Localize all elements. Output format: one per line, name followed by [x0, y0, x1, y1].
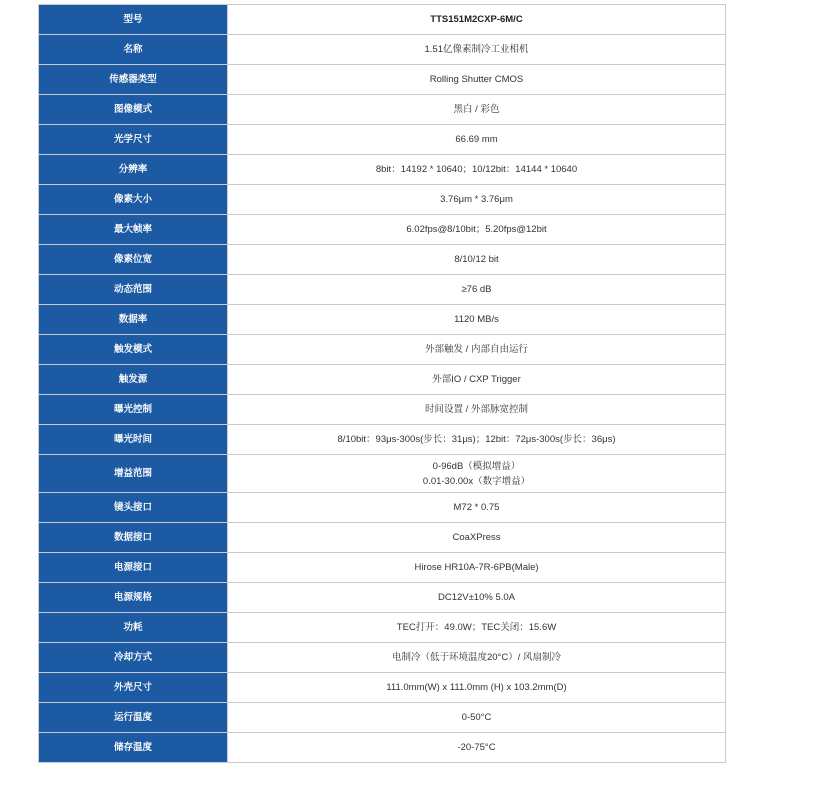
spec-value: ≥76 dB [228, 275, 726, 305]
spec-value: 外部IO / CXP Trigger [228, 365, 726, 395]
spec-value: 外部触发 / 内部自由运行 [228, 335, 726, 365]
spec-row-dynamic-range [39, 275, 726, 305]
spec-label: 最大帧率 [39, 215, 228, 245]
spec-label: 电源规格 [39, 583, 228, 613]
spec-row-name [39, 35, 726, 65]
spec-value: TEC打开：49.0W；TEC关闭：15.6W [228, 613, 726, 643]
spec-row-data-rate [39, 305, 726, 335]
spec-row-exposure-time [39, 425, 726, 455]
spec-value: Hirose HR10A-7R-6PB(Male) [228, 553, 726, 583]
spec-row-storage-temp [39, 733, 726, 763]
spec-label: 电源接口 [39, 553, 228, 583]
spec-row-lens-mount [39, 493, 726, 523]
spec-value: TTS151M2CXP-6M/C [228, 5, 726, 35]
spec-value: CoaXPress [228, 523, 726, 553]
spec-label: 动态范围 [39, 275, 228, 305]
spec-value: M72 * 0.75 [228, 493, 726, 523]
spec-label: 曝光时间 [39, 425, 228, 455]
spec-row-optical-size [39, 125, 726, 155]
spec-label: 外壳尺寸 [39, 673, 228, 703]
spec-value: 8bit：14192 * 10640；10/12bit：14144 * 10640 [228, 155, 726, 185]
spec-value-digital-gain: 0.01-30.00x（数字增益） [422, 475, 531, 487]
spec-value-analog-gain: 0-96dB（模拟增益） [432, 460, 521, 472]
spec-row-resolution [39, 155, 726, 185]
spec-value: 8/10bit：93μs-300s(步长：31μs)；12bit：72μs-300s(步长：36μs) [228, 425, 726, 455]
spec-label: 名称 [39, 35, 228, 65]
spec-label: 图像模式 [39, 95, 228, 125]
spec-label: 数据接口 [39, 523, 228, 553]
spec-label: 触发模式 [39, 335, 228, 365]
spec-table-body [39, 5, 726, 763]
spec-label: 冷却方式 [39, 643, 228, 673]
spec-value: 111.0mm(W) x 111.0mm (H) x 103.2mm(D) [228, 673, 726, 703]
spec-value: Rolling Shutter CMOS [228, 65, 726, 95]
spec-row-pixel-size [39, 185, 726, 215]
spec-row-power-connector [39, 553, 726, 583]
spec-value: 电制冷（低于环境温度20°C）/ 风扇制冷 [228, 643, 726, 673]
spec-label: 光学尺寸 [39, 125, 228, 155]
spec-row-max-frame-rate [39, 215, 726, 245]
spec-label: 增益范围 [39, 455, 228, 493]
spec-row-power-consumption [39, 613, 726, 643]
spec-value: DC12V±10% 5.0A [228, 583, 726, 613]
spec-label: 传感器类型 [39, 65, 228, 95]
spec-row-cooling [39, 643, 726, 673]
spec-value: -20-75°C [228, 733, 726, 763]
spec-row-trigger-source [39, 365, 726, 395]
spec-value: 时间设置 / 外部脉宽控制 [228, 395, 726, 425]
spec-label: 像素大小 [39, 185, 228, 215]
spec-label: 型号 [39, 5, 228, 35]
spec-value: 8/10/12 bit [228, 245, 726, 275]
spec-row-power-spec [39, 583, 726, 613]
spec-row-bit-depth [39, 245, 726, 275]
spec-row-gain-range [39, 455, 726, 493]
spec-label: 触发源 [39, 365, 228, 395]
spec-row-exposure-control [39, 395, 726, 425]
spec-label: 镜头接口 [39, 493, 228, 523]
spec-row-image-mode [39, 95, 726, 125]
spec-row-operating-temp [39, 703, 726, 733]
spec-value: 66.69 mm [228, 125, 726, 155]
spec-row-sensor-type [39, 65, 726, 95]
spec-value: 黑白 / 彩色 [228, 95, 726, 125]
spec-label: 运行温度 [39, 703, 228, 733]
spec-value [228, 455, 726, 493]
spec-label: 数据率 [39, 305, 228, 335]
spec-value: 1.51亿像素制冷工业相机 [228, 35, 726, 65]
spec-row-trigger-mode [39, 335, 726, 365]
spec-value: 3.76μm * 3.76μm [228, 185, 726, 215]
spec-value: 0-50°C [228, 703, 726, 733]
spec-label: 像素位宽 [39, 245, 228, 275]
spec-value: 6.02fps@8/10bit；5.20fps@12bit [228, 215, 726, 245]
spec-row-housing-size [39, 673, 726, 703]
spec-table [38, 4, 726, 763]
spec-row-model [39, 5, 726, 35]
spec-label: 储存温度 [39, 733, 228, 763]
spec-label: 曝光控制 [39, 395, 228, 425]
spec-value: 1120 MB/s [228, 305, 726, 335]
spec-label: 分辨率 [39, 155, 228, 185]
spec-label: 功耗 [39, 613, 228, 643]
spec-row-data-interface [39, 523, 726, 553]
